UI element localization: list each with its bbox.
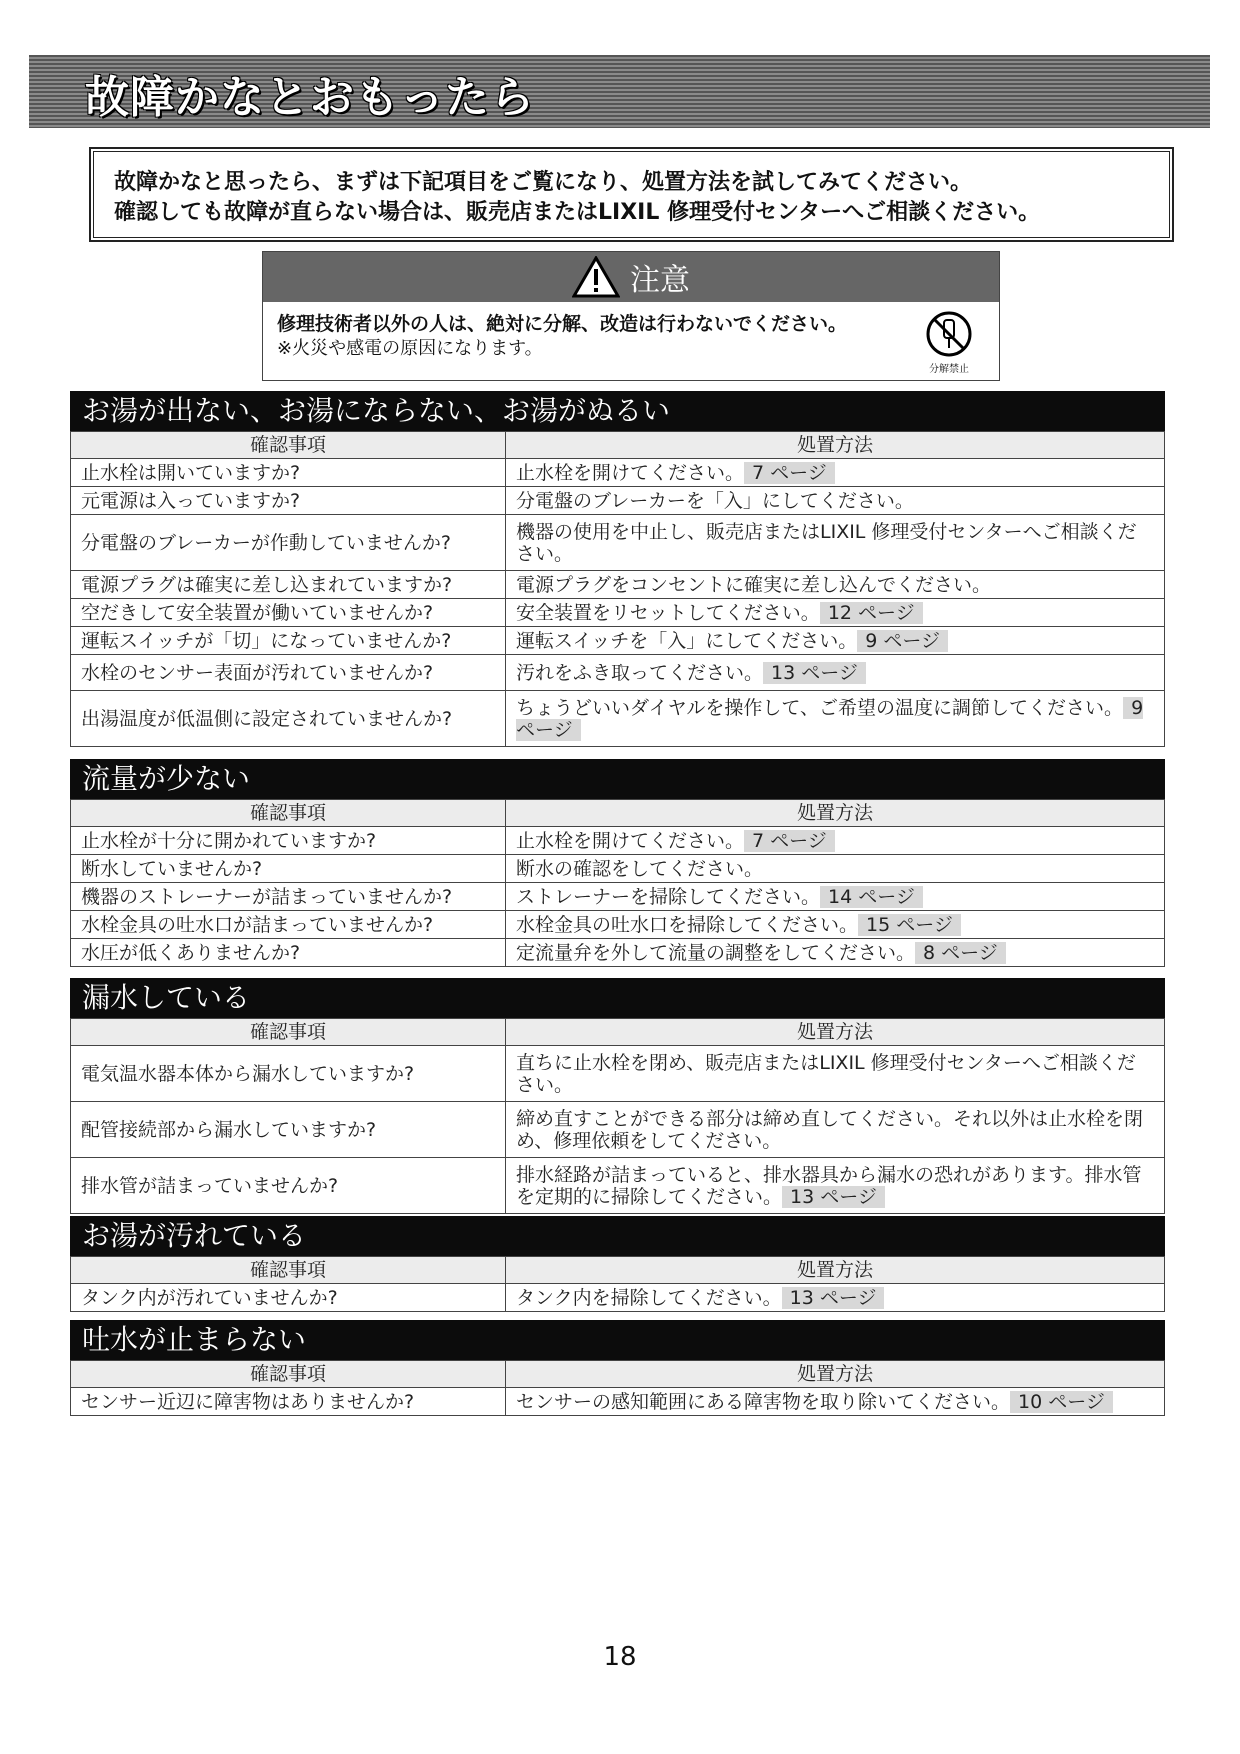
check-item: タンク内が汚れていませんか? — [71, 1284, 506, 1312]
page-reference: 13 ページ — [763, 662, 866, 684]
table-row — [71, 459, 1165, 487]
check-item: 出湯温度が低温側に設定されていませんか? — [71, 691, 506, 747]
action-cell — [506, 855, 1165, 883]
page-reference: 12 ページ — [820, 602, 923, 624]
action-cell — [506, 487, 1165, 515]
action-cell — [506, 599, 1165, 627]
action-cell — [506, 515, 1165, 571]
table-row — [71, 515, 1165, 571]
trouble-section — [70, 1320, 1165, 1416]
page-reference: 14 ページ — [820, 886, 923, 908]
no-disassembly-icon — [921, 310, 977, 375]
action-cell — [506, 939, 1165, 967]
table-row — [71, 911, 1165, 939]
page-title: 故障かなとおもったら — [85, 72, 535, 123]
action-text: 断水の確認をしてください。 — [516, 857, 764, 880]
action-cell — [506, 1388, 1165, 1416]
page-reference: 7 ページ — [744, 462, 835, 484]
column-header-check: 確認事項 — [71, 800, 506, 827]
action-cell — [506, 1284, 1165, 1312]
table-row — [71, 1158, 1165, 1214]
table-row — [71, 571, 1165, 599]
action-text: 電源プラグをコンセントに確実に差し込んでください。 — [516, 573, 992, 596]
column-header-action: 処置方法 — [506, 800, 1165, 827]
check-item: 配管接続部から漏水していますか? — [71, 1102, 506, 1158]
action-cell — [506, 827, 1165, 855]
trouble-table — [70, 1256, 1165, 1312]
check-item: 空だきして安全装置が働いていませんか? — [71, 599, 506, 627]
table-row — [71, 691, 1165, 747]
warning-triangle-icon — [572, 256, 620, 298]
action-cell — [506, 1158, 1165, 1214]
table-row — [71, 1046, 1165, 1102]
action-cell — [506, 883, 1165, 911]
action-cell — [506, 911, 1165, 939]
trouble-table — [70, 799, 1165, 967]
action-text: ちょうどいいダイヤルを操作して、ご希望の温度に調節してください。 — [516, 696, 1124, 719]
action-text: 汚れをふき取ってください。 — [516, 661, 764, 684]
check-item: 断水していませんか? — [71, 855, 506, 883]
column-header-check: 確認事項 — [71, 432, 506, 459]
trouble-section — [70, 1216, 1165, 1312]
table-row — [71, 1388, 1165, 1416]
check-item: 分電盤のブレーカーが作動していませんか? — [71, 515, 506, 571]
page-reference: 13 ページ — [782, 1186, 885, 1208]
action-text: 締め直すことができる部分は締め直してください。それ以外は止水栓を閉め、修理依頼をしてください。 — [516, 1107, 1144, 1152]
check-item: 水圧が低くありませんか? — [71, 939, 506, 967]
page-reference: 9 ページ — [857, 630, 948, 652]
trouble-section — [70, 759, 1165, 967]
page-reference: 9 ページ — [516, 696, 1144, 741]
action-text: 定流量弁を外して流量の調整をしてください。 — [516, 941, 916, 964]
page-title-banner — [29, 55, 1210, 128]
check-item: 止水栓が十分に開かれていますか? — [71, 827, 506, 855]
trouble-section — [70, 978, 1165, 1214]
caution-header — [263, 252, 999, 302]
column-header-action: 処置方法 — [506, 432, 1165, 459]
action-cell — [506, 571, 1165, 599]
check-item: 止水栓は開いていますか? — [71, 459, 506, 487]
action-cell — [506, 459, 1165, 487]
section-title: 吐水が止まらない — [70, 1320, 1165, 1360]
check-item: センサー近辺に障害物はありませんか? — [71, 1388, 506, 1416]
table-row — [71, 855, 1165, 883]
column-header-check: 確認事項 — [71, 1019, 506, 1046]
check-item: 元電源は入っていますか? — [71, 487, 506, 515]
check-item: 水栓のセンサー表面が汚れていませんか? — [71, 655, 506, 691]
check-item: 排水管が詰まっていませんか? — [71, 1158, 506, 1214]
action-cell — [506, 627, 1165, 655]
table-row — [71, 627, 1165, 655]
action-cell — [506, 655, 1165, 691]
intro-line-2: 確認しても故障が直らない場合は、販売店またはLIXIL 修理受付センターへご相談ください。 — [114, 200, 1041, 225]
page-reference: 15 ページ — [858, 914, 961, 936]
caution-line-2: ※火災や感電の原因になります。 — [277, 338, 543, 359]
check-item: 水栓金具の吐水口が詰まっていませんか? — [71, 911, 506, 939]
table-row — [71, 655, 1165, 691]
caution-title: 注意 — [630, 263, 690, 298]
action-text: 止水栓を開けてください。 — [516, 461, 745, 484]
column-header-check: 確認事項 — [71, 1361, 506, 1388]
action-text: ストレーナーを掃除してください。 — [516, 885, 821, 908]
page-reference: 7 ページ — [744, 830, 835, 852]
check-item: 電源プラグは確実に差し込まれていますか? — [71, 571, 506, 599]
action-text: 分電盤のブレーカーを「入」にしてください。 — [516, 489, 914, 512]
table-row — [71, 487, 1165, 515]
caution-line-1: 修理技術者以外の人は、絶対に分解、改造は行わないでください。 — [277, 313, 848, 335]
check-item: 電気温水器本体から漏水していますか? — [71, 1046, 506, 1102]
intro-line-1: 故障かなと思ったら、まずは下記項目をご覧になり、処置方法を試してみてください。 — [114, 170, 973, 195]
page-reference: 13 ページ — [782, 1287, 885, 1309]
check-item: 運転スイッチが「切」になっていませんか? — [71, 627, 506, 655]
page-number: 18 — [603, 1642, 637, 1672]
table-row — [71, 827, 1165, 855]
trouble-table — [70, 1360, 1165, 1416]
table-row — [71, 883, 1165, 911]
column-header-action: 処置方法 — [506, 1361, 1165, 1388]
intro-box — [89, 147, 1174, 242]
no-disassembly-caption: 分解禁止 — [929, 364, 969, 375]
table-row — [71, 939, 1165, 967]
action-text: 機器の使用を中止し、販売店またはLIXIL 修理受付センターへご相談ください。 — [516, 520, 1137, 565]
table-row — [71, 1102, 1165, 1158]
action-text: 安全装置をリセットしてください。 — [516, 601, 820, 624]
section-title: 流量が少ない — [70, 759, 1165, 799]
section-title: お湯が出ない、お湯にならない、お湯がぬるい — [70, 391, 1165, 431]
page-reference: 8 ページ — [915, 942, 1006, 964]
trouble-section — [70, 391, 1165, 747]
action-text: センサーの感知範囲にある障害物を取り除いてください。 — [516, 1390, 1011, 1413]
section-title: お湯が汚れている — [70, 1216, 1165, 1256]
trouble-table — [70, 431, 1165, 747]
table-row — [71, 599, 1165, 627]
page-reference: 10 ページ — [1010, 1391, 1113, 1413]
action-text: タンク内を掃除してください。 — [516, 1286, 782, 1309]
trouble-table — [70, 1018, 1165, 1214]
action-cell — [506, 1046, 1165, 1102]
table-row — [71, 1284, 1165, 1312]
column-header-check: 確認事項 — [71, 1257, 506, 1284]
column-header-action: 処置方法 — [506, 1019, 1165, 1046]
action-text: 直ちに止水栓を閉め、販売店またはLIXIL 修理受付センターへご相談ください。 — [516, 1051, 1136, 1096]
action-text: 運転スイッチを「入」にしてください。 — [516, 629, 858, 652]
action-text: 止水栓を開けてください。 — [516, 829, 745, 852]
action-cell — [506, 1102, 1165, 1158]
caution-box — [262, 251, 1000, 381]
section-title: 漏水している — [70, 978, 1165, 1018]
action-text: 水栓金具の吐水口を掃除してください。 — [516, 913, 859, 936]
check-item: 機器のストレーナーが詰まっていませんか? — [71, 883, 506, 911]
action-text: 排水経路が詰まっていると、排水器具から漏水の恐れがあります。排水管を定期的に掃除してください。 — [516, 1163, 1142, 1208]
action-cell — [506, 691, 1165, 747]
column-header-action: 処置方法 — [506, 1257, 1165, 1284]
